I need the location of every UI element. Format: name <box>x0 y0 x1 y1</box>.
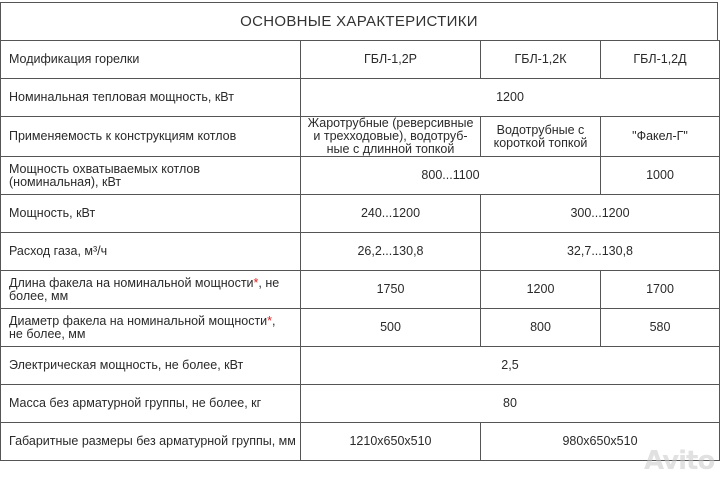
table-row <box>1 79 720 117</box>
row-label: Электрическая мощность, не более, кВт <box>1 347 301 385</box>
cell: 1210x650x510 <box>301 423 481 461</box>
table-row <box>1 385 720 423</box>
cell: Жаротрубные (реверсивные и трехходовые), водотруб-ные с длинной топкой <box>301 117 481 157</box>
cell: 1750 <box>301 271 481 309</box>
label-text: Диаметр факела на номинальной мощности <box>9 313 268 328</box>
cell: Водотрубные с короткой топкой <box>481 117 601 157</box>
label-text: Длина факела на номинальной мощности <box>9 275 254 290</box>
cell: 1700 <box>601 271 720 309</box>
cell: 26,2...130,8 <box>301 233 481 271</box>
footnote-star: * <box>267 313 273 328</box>
table-row <box>1 233 720 271</box>
cell: 300...1200 <box>481 195 720 233</box>
table-row <box>1 157 720 195</box>
table-row <box>1 309 720 347</box>
cell: 2,5 <box>301 347 720 385</box>
row-label: Номинальная тепловая мощность, кВт <box>1 79 301 117</box>
row-label: Модификация горелки <box>1 41 301 79</box>
cell: 32,7...130,8 <box>481 233 720 271</box>
label-suffix: , не более, мм <box>9 275 280 303</box>
row-label: Мощность охватываемых котлов (номинальная), кВт <box>1 157 301 195</box>
cell: 980x650x510 <box>481 423 720 461</box>
cell: ГБЛ-1,2Д <box>601 41 720 79</box>
table-row <box>1 423 720 461</box>
table-row <box>1 117 720 157</box>
row-label <box>1 271 301 309</box>
table-row <box>1 271 720 309</box>
cell: 500 <box>301 309 481 347</box>
cell: 80 <box>301 385 720 423</box>
cell: 240...1200 <box>301 195 481 233</box>
cell: 1000 <box>601 157 720 195</box>
row-label: Расход газа, м³/ч <box>1 233 301 271</box>
cell: 800...1100 <box>301 157 601 195</box>
row-label: Масса без арматурной группы, не более, кг <box>1 385 301 423</box>
cell: 580 <box>601 309 720 347</box>
cell: 1200 <box>481 271 601 309</box>
cell: 1200 <box>301 79 720 117</box>
table-row <box>1 41 720 79</box>
label-suffix: , не более, мм <box>9 313 276 341</box>
avito-watermark: Avito <box>644 446 715 476</box>
specs-table <box>0 40 720 461</box>
footnote-star: * <box>253 275 259 290</box>
row-label: Мощность, кВт <box>1 195 301 233</box>
row-label: Габаритные размеры без арматурной группы, мм <box>1 423 301 461</box>
row-label: Применяемость к конструкциям котлов <box>1 117 301 157</box>
cell: 800 <box>481 309 601 347</box>
row-label <box>1 309 301 347</box>
table-row <box>1 347 720 385</box>
cell: "Факел-Г" <box>601 117 720 157</box>
table-row <box>1 195 720 233</box>
cell: ГБЛ-1,2Р <box>301 41 481 79</box>
table-title: ОСНОВНЫЕ ХАРАКТЕРИСТИКИ <box>0 2 718 40</box>
cell: ГБЛ-1,2К <box>481 41 601 79</box>
